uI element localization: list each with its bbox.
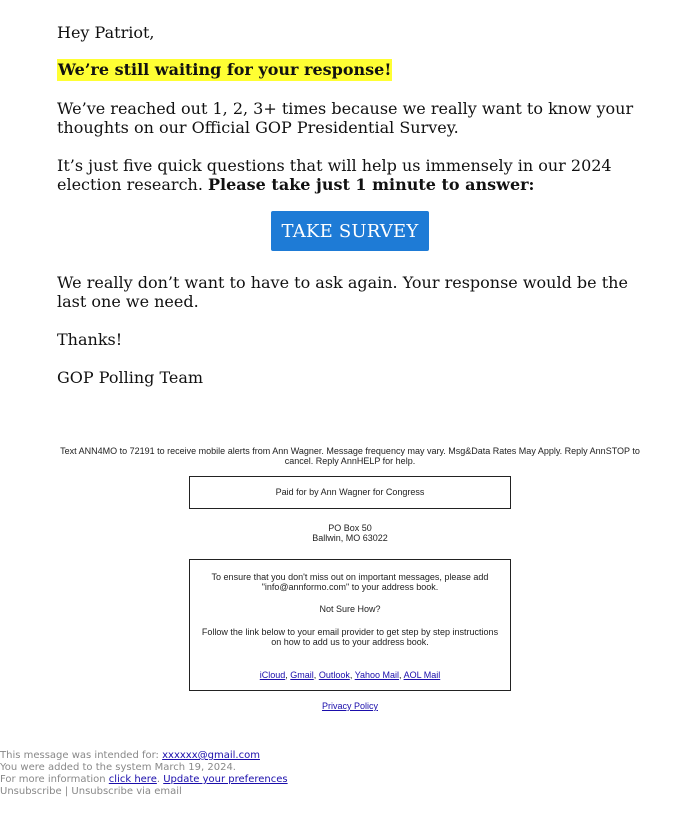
- thanks-text: Thanks!: [57, 330, 123, 349]
- paragraph-ask-again: We really don’t want to have to ask again. Your response would be the last one we need.: [57, 273, 628, 311]
- take-survey-button[interactable]: TAKE SURVEY: [271, 211, 430, 251]
- yahoo-mail-link[interactable]: Yahoo Mail: [354, 670, 400, 680]
- headline: [57, 60, 392, 79]
- unsubscribe-link[interactable]: Unsubscribe: [0, 786, 62, 797]
- signature: GOP Polling Team: [57, 368, 204, 387]
- outlook-link[interactable]: Outlook: [318, 670, 350, 680]
- paid-for-text: Paid for by Ann Wagner for Congress: [275, 487, 425, 497]
- recipient-email-link[interactable]: xxxxxx@gmail.com: [162, 750, 260, 761]
- separator: |: [64, 786, 69, 797]
- more-info-label: For more information: [0, 774, 106, 785]
- paragraph-five-questions-bold: Please take just 1 minute to answer:: [208, 175, 535, 194]
- system-meta: [0, 750, 288, 798]
- address-book-box: [189, 559, 511, 691]
- mailing-address: [190, 523, 510, 543]
- privacy-row: [190, 701, 510, 711]
- added-date-line: You were added to the system March 19, 2024.: [0, 762, 236, 773]
- paragraph-five-questions: [57, 156, 647, 194]
- paid-for-box: [189, 476, 511, 509]
- click-here-link[interactable]: click here: [108, 774, 157, 785]
- gmail-link[interactable]: Gmail: [290, 670, 314, 680]
- address-line-1: PO Box 50: [328, 523, 372, 533]
- highlighted-headline: We’re still waiting for your response!: [58, 60, 392, 79]
- paragraph-five-questions-text: It’s just five quick questions that will help us immensely in our 2024 election research.: [57, 156, 612, 194]
- update-preferences-link[interactable]: Update your preferences: [163, 774, 288, 785]
- privacy-policy-link[interactable]: Privacy Policy: [321, 701, 378, 711]
- unsubscribe-email-link[interactable]: Unsubscribe via email: [71, 786, 182, 797]
- more-info-line: For more information click here. Update your preferences: [0, 774, 288, 785]
- paragraph-reached-out: We’ve reached out 1, 2, 3+ times because we really want to know your thoughts on our Official GOP Presidential Survey.: [57, 99, 634, 137]
- not-sure-how: Not Sure How?: [319, 604, 381, 614]
- sms-notice: Text ANN4MO to 72191 to receive mobile alerts from Ann Wagner. Message frequency may vary. Msg&Data Rates May Apply. Reply AnnSTOP to cancel. Reply AnnHELP for help.: [60, 446, 640, 466]
- greeting: Hey Patriot,: [57, 23, 155, 42]
- address-book-instruction: To ensure that you don't miss out on important messages, please add "info@annformo.com" to your address book.: [211, 572, 489, 592]
- address-book-followup: Follow the link below to your email provider to get step by step instructions on how to add us to your address book.: [201, 627, 499, 647]
- intended-for-label: This message was intended for:: [0, 750, 159, 761]
- address-line-2: Ballwin, MO 63022: [312, 533, 388, 543]
- intended-for-line: [0, 750, 288, 762]
- provider-links: iCloud, Gmail, Outlook, Yahoo Mail, AOL Mail: [259, 670, 441, 680]
- unsubscribe-line: [0, 786, 288, 798]
- icloud-link[interactable]: iCloud: [259, 670, 286, 680]
- aol-mail-link[interactable]: AOL Mail: [403, 670, 441, 680]
- button-row: [57, 211, 643, 251]
